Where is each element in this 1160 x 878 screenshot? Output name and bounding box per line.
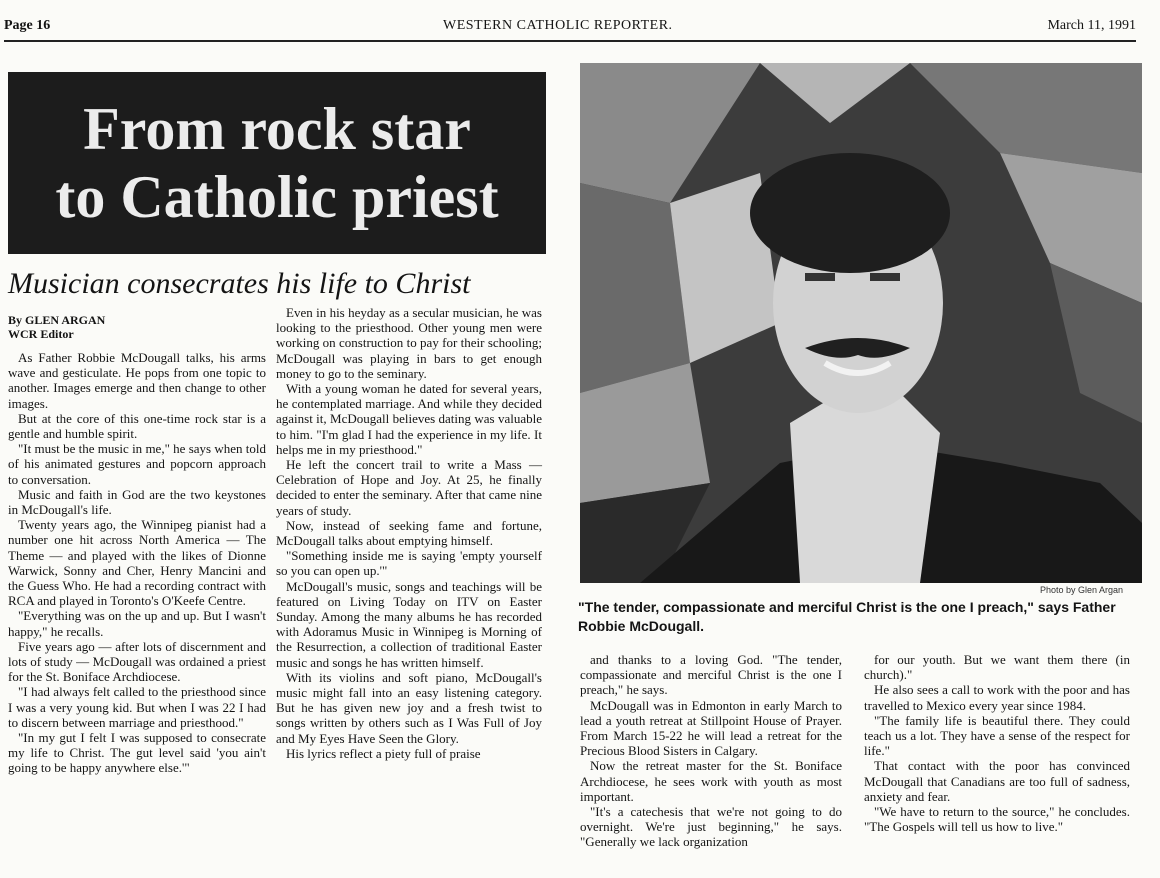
headline-banner	[8, 72, 546, 254]
paragraph: "In my gut I felt I was supposed to consecrate my life to Christ. The gut level said 'you ain't going to be happy anywhere else.'"	[8, 730, 266, 776]
paragraph: As Father Robbie McDougall talks, his arms wave and gesticulate. He pops from one topic to another. Images emerge and then change to other images.	[8, 350, 266, 411]
article-column-4	[864, 652, 1130, 834]
paragraph: "It's a catechesis that we're not going to do overnight. We're just beginning," he says. "Generally we lack organization	[580, 804, 842, 850]
article-column-1	[8, 350, 266, 776]
paragraph: Five years ago — after lots of discernment and lots of study — McDougall was ordained a priest for the St. Boniface Archdiocese.	[8, 638, 266, 685]
paragraph: He also sees a call to work with the poor and has travelled to Mexico every year since 1984.	[864, 682, 1130, 713]
headline-line-2: to Catholic priest	[55, 164, 499, 230]
byline-role: WCR Editor	[8, 327, 74, 341]
subheadline: Musician consecrates his life to Christ	[8, 267, 471, 300]
article-column-2	[276, 305, 542, 761]
paragraph: "I had always felt called to the priesthood since I was a very young kid. But when I was 22 I had to discern between marriage and priesthood."	[8, 684, 266, 730]
paragraph: "Something inside me is saying 'empty yourself so you can open up.'"	[276, 548, 542, 579]
paragraph: Even in his heyday as a secular musician, he was looking to the priesthood. Other young men were working on construction to pay for their schooling; McDougall was playing in bars to get enough money to go to the seminary.	[276, 305, 542, 381]
photo-illustration	[580, 63, 1142, 583]
paragraph: "We have to return to the source," he concludes. "The Gospels will tell us how to live."	[864, 804, 1130, 835]
paragraph: Twenty years ago, the Winnipeg pianist had a number one hit across North America — The Theme — and played with the likes of Dionne Warwick, Sonny and Cher, Henry Mancini and the Guess Who. He had a recording contract with RCA and played in Toronto's O'Keefe Centre.	[8, 517, 266, 609]
paragraph: "Everything was on the up and up. But I wasn't happy," he recalls.	[8, 608, 266, 639]
masthead-rule	[4, 40, 1136, 42]
paragraph: McDougall was in Edmonton in early March to lead a youth retreat at Stillpoint House of Prayer. From March 15-22 he will lead a retreat for the Precious Blood Sisters in Calgary.	[580, 697, 842, 759]
headline-line-1: From rock star	[83, 96, 471, 162]
page-number: Page 16	[4, 18, 51, 33]
paragraph: His lyrics reflect a piety full of praise	[286, 745, 481, 761]
paragraph: "It must be the music in me," he says when told of his animated gestures and popcorn approach to conversation.	[8, 441, 266, 487]
byline	[8, 313, 105, 341]
paragraph: Music and faith in God are the two keystones in McDougall's life.	[8, 486, 266, 518]
byline-author: By GLEN ARGAN	[8, 313, 106, 327]
paragraph: McDougall's music, songs and teachings will be featured on Living Today on ITV on Easter Sunday. Among the many albums he has recorded with Adoramus Music in Winnipeg is Morning of the Resurrection, a collection of traditional Easter music and songs he has written himself.	[276, 578, 542, 670]
paragraph: With a young woman he dated for several years, he contemplated marriage. And while they decided against it, McDougall believes dating was valuable to him. "I'm glad I had the experience in my life. It helps me in my priesthood."	[276, 381, 542, 457]
paragraph: "The family life is beautiful there. They could teach us a lot. They have a sense of the respect for life."	[864, 712, 1130, 759]
paragraph: That contact with the poor has convinced McDougall that Canadians are too full of sadness, anxiety and fear.	[864, 758, 1130, 804]
paragraph: He left the concert trail to write a Mass — Celebration of Hope and Joy. At 25, he finally decided to enter the seminary. After that came nine years of study.	[276, 457, 542, 518]
paragraph: for our youth. But we want them there (in church)."	[864, 652, 1130, 683]
issue-date: March 11, 1991	[1047, 18, 1136, 33]
photo-caption: "The tender, compassionate and merciful Christ is the one I preach," says Father Robbie McDougall.	[578, 599, 1116, 634]
newspaper-name: WESTERN CATHOLIC REPORTER.	[443, 18, 673, 33]
portrait-photo	[580, 63, 1142, 583]
paragraph: Now the retreat master for the St. Boniface Archdiocese, he sees work with youth as most important.	[580, 758, 842, 804]
paragraph: Now, instead of seeking fame and fortune, McDougall talks about emptying himself.	[276, 517, 542, 549]
article-column-3	[580, 652, 842, 850]
paragraph: and thanks to a loving God. "The tender, compassionate and merciful Christ is the one I preach," he says.	[580, 652, 842, 698]
paragraph: But at the core of this one-time rock star is a gentle and humble spirit.	[8, 410, 266, 442]
photo-credit: Photo by Glen Argan	[1040, 585, 1124, 595]
paragraph: With its violins and soft piano, McDougall's music might fall into an easy listening category. But he has given new joy and a fresh twist to songs written by others such as I Was Full of Joy and My Eyes Have Seen the Glory.	[276, 669, 542, 746]
